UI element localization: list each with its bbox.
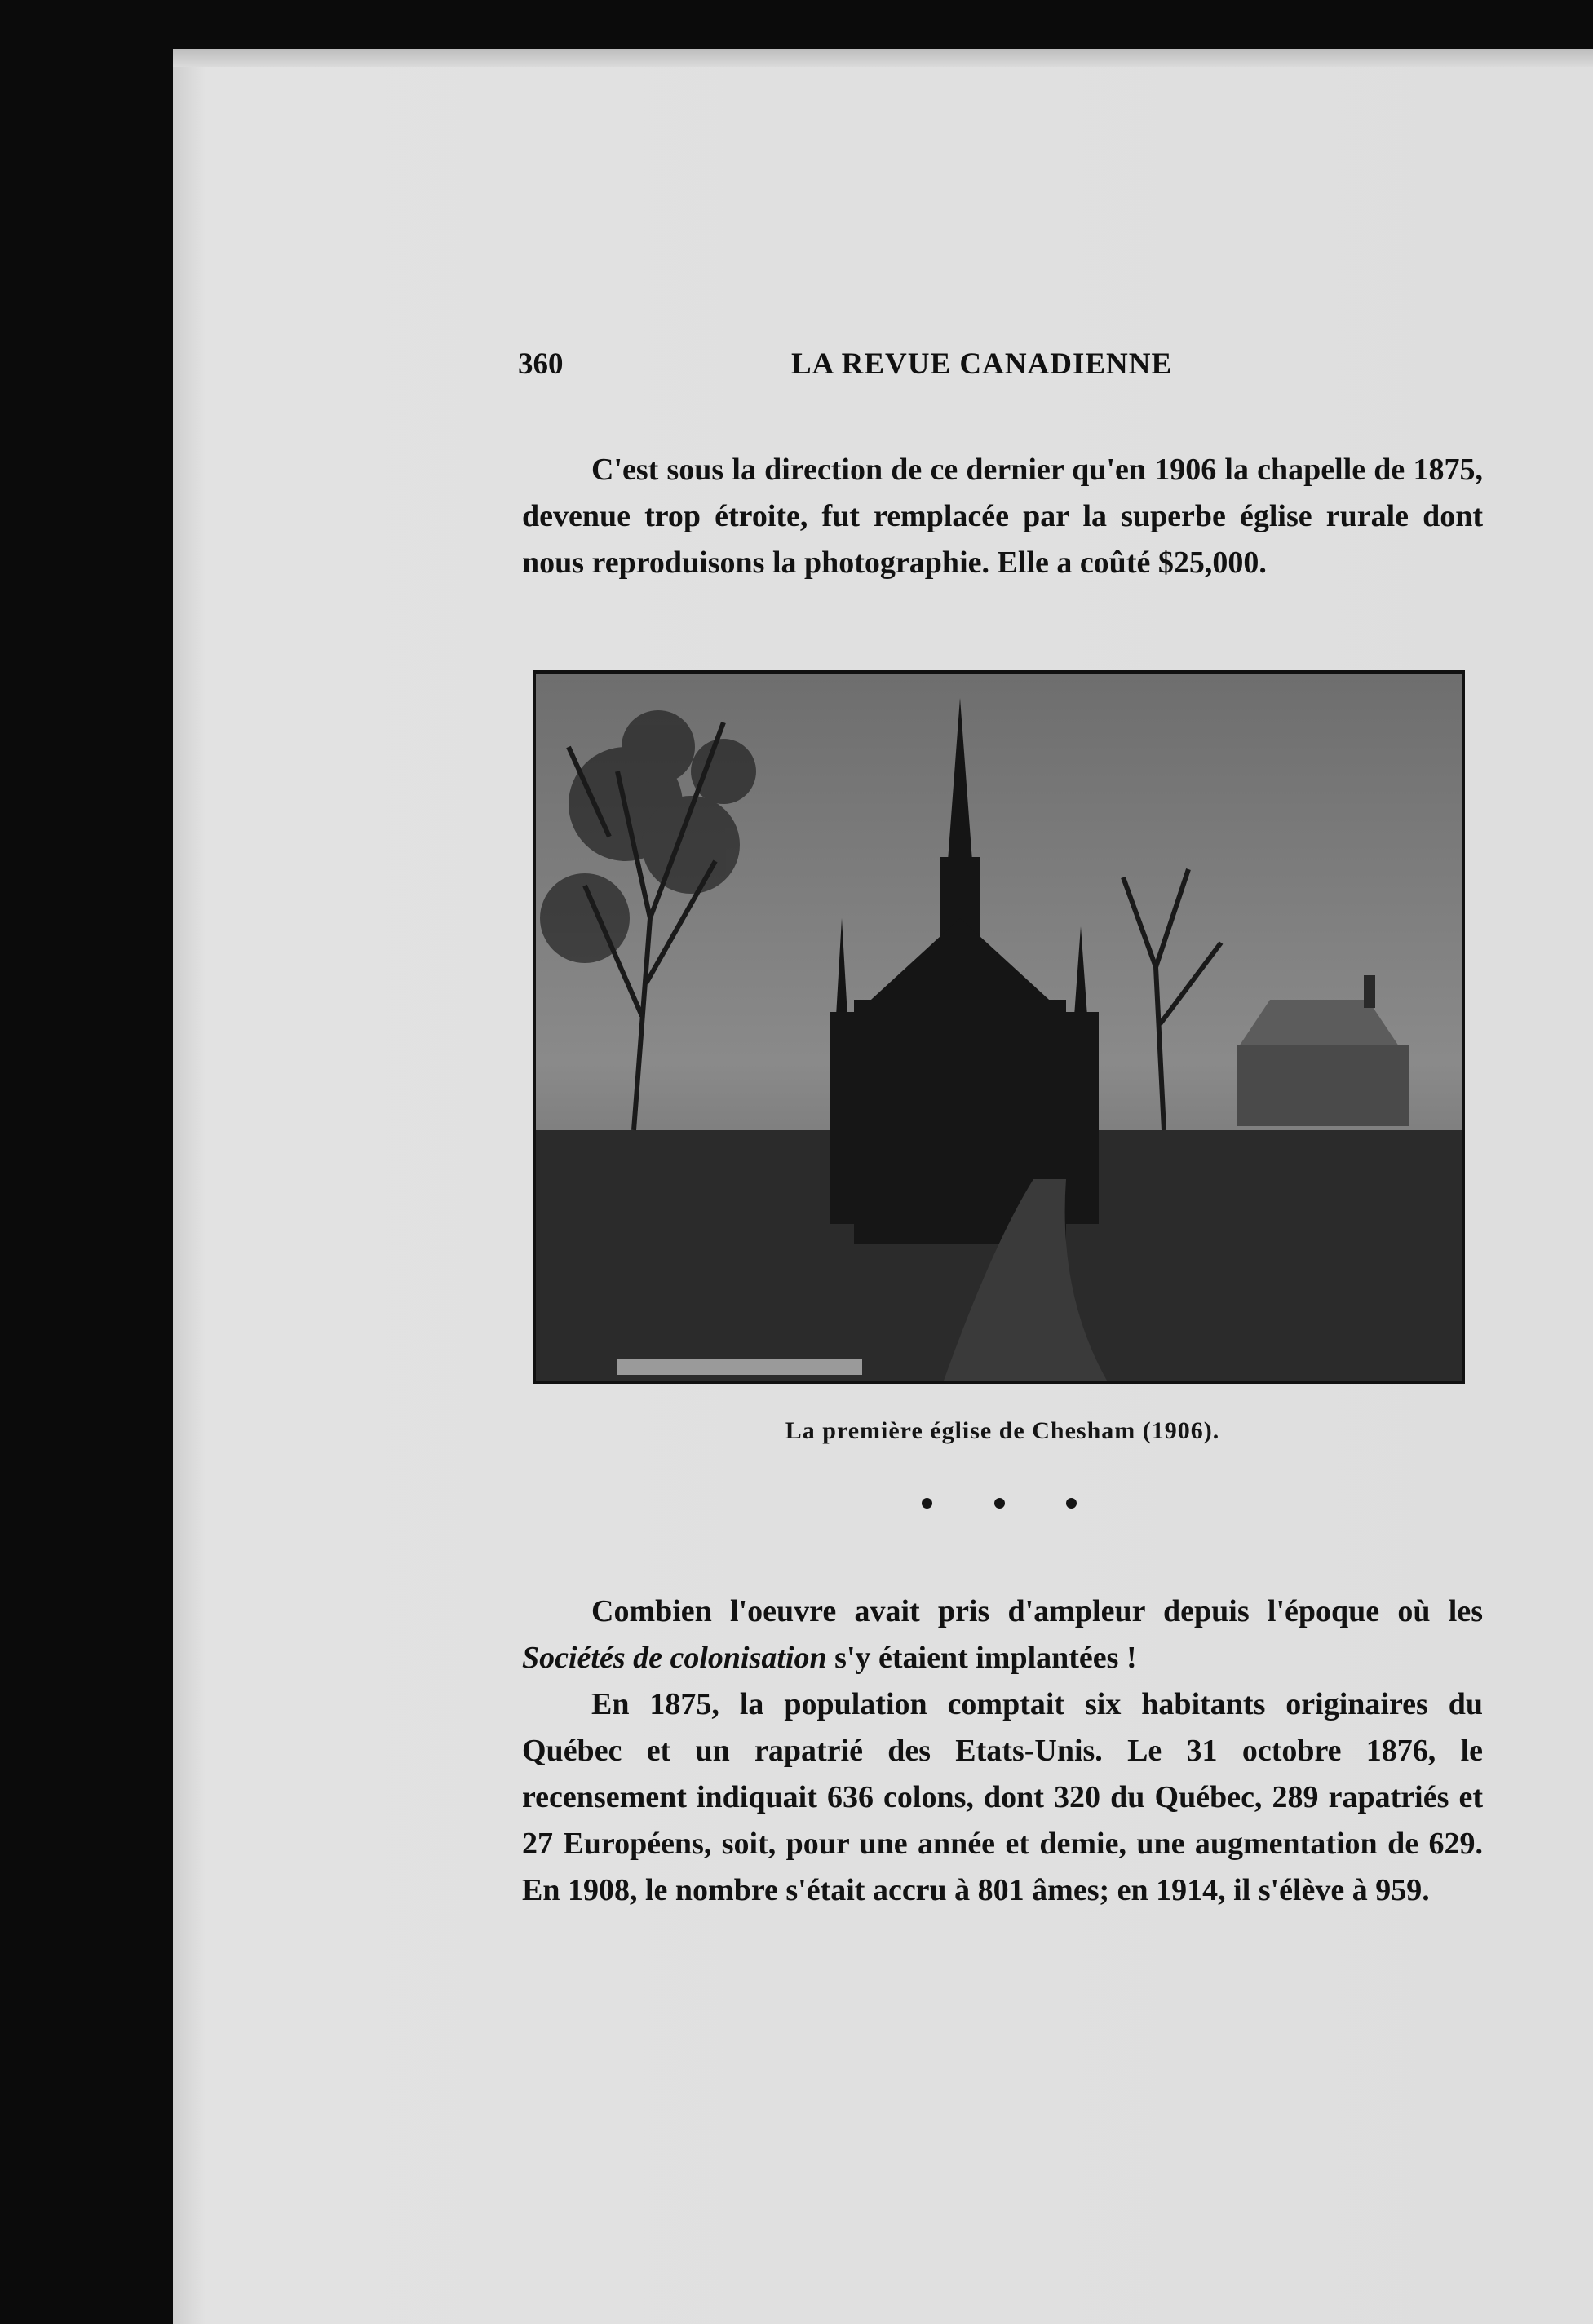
page-header [518,347,1480,379]
separator-dot [994,1498,1005,1509]
paragraph-text: Combien l'oeuvre avait pris d'ampleur depuis l'époque où les [591,1594,1483,1628]
section-separator [922,1492,1077,1513]
page-edge [173,49,1593,67]
paragraph-colonisation [522,1588,1483,1681]
paragraph-church-construction: C'est sous la direction de ce dernier qu'en 1906 la chapelle de 1875, devenue trop étroite, fut remplacée par la superbe église rurale dont nous reproduisons la photographie. Elle a coûté $25,000. [522,453,1483,580]
paragraph-text: s'y étaient implantées ! [826,1641,1137,1675]
page-number: 360 [518,347,564,381]
separator-dot [1066,1498,1077,1509]
separator-dot [922,1498,932,1509]
church-photograph [533,670,1465,1384]
figure-caption: La première église de Chesham (1906). [785,1417,1220,1444]
running-title: LA REVUE CANADIENNE [791,347,1173,381]
italic-societes-de-colonisation: Sociétés de colonisation [522,1641,827,1675]
paragraph-population: En 1875, la population comptait six habitants originaires du Québec et un rapatrié des Etats-Unis. Le 31 octobre 1876, le recensement indiquait 636 colons, dont 320 du Québec, 289 rapatriés et 27 Européens, soit, pour une année et demie, une augmentation de 629. En 1908, le nombre s'était accru à 801 âmes; en 1914, il s'élève à 959. [522,1687,1483,1907]
